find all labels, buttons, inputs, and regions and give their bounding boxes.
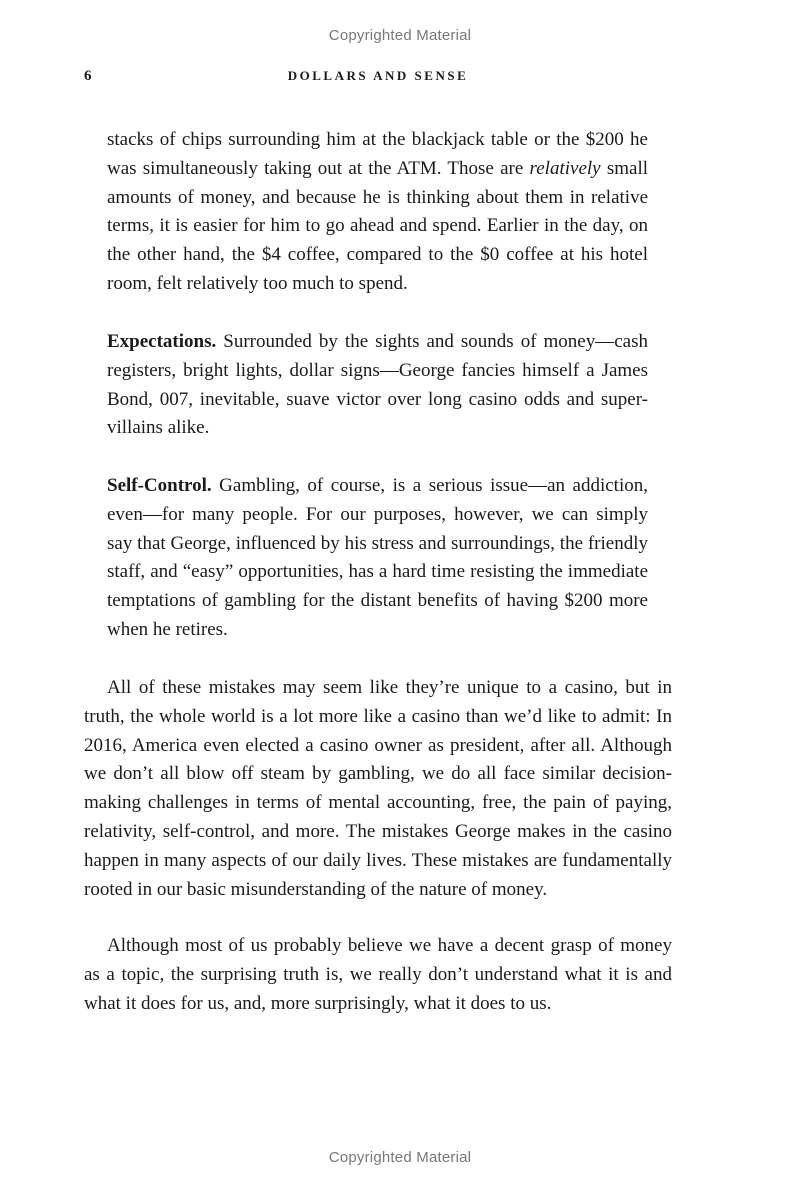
paragraph-casino-mistakes: All of these mistakes may seem like they’re unique to a casino, but in truth, the whole world is a lot more like a casino than we’d like to admit: In 2016, America even elected a casino owner as president, after all. Although we don’t all blow off steam by gambling, we do all face similar decision-making challenges in terms of mental accounting, free, the pain of paying, relativity, self-control, and more. The mistakes George makes in the casino happen in many aspects of our daily lives. These mistakes are fundamentally rooted in our basic misunderstanding of the nature of money. <box>84 677 672 900</box>
paragraph-text: Surrounded by the sights and sounds of money—cash registers, bright lights, dollar signs—George fancies himself a James Bond, 007, inevitable, suave victor over long casino odds and super-villains alike. <box>107 331 648 439</box>
copyright-watermark-bottom: Copyrighted Material <box>328 1149 472 1166</box>
paragraph-text: Gambling, of course, is a serious issue—an addiction, even—for many people. For our purposes, however, we can simply say that George, influenced by his stress and surroundings, the friendly staff, and “easy” opportunities, has a hard time resisting the immediate temptations of gambling for the distant benefits of having $200 more when he retires. <box>107 475 648 640</box>
paragraph-relativity-continued <box>107 126 648 299</box>
section-heading-self-control: Self-Control. <box>107 475 212 496</box>
paragraph-understanding-money: Although most of us probably believe we have a decent grasp of money as a topic, the surprising truth is, we really don’t understand what it is and what it does for us, and, more surprisingly, what it does to us. <box>84 935 672 1014</box>
copyright-watermark-top: Copyrighted Material <box>328 27 472 44</box>
paragraph-text: stacks of chips surrounding him at the blackjack table or the $200 he was simultaneously taking out at the ATM. Those are <box>107 129 648 179</box>
paragraph-text: small amounts of money, and because he is thinking about them in relative terms, it is easier for him to go ahead and spend. Earlier in the day, on the other hand, the $4 coffee, compared to the $0 coffee at his hotel room, felt relatively too much to spend. <box>107 157 648 294</box>
paragraph-self-control <box>107 472 648 645</box>
running-title: DOLLARS AND SENSE <box>287 68 469 83</box>
italic-emphasis: relatively <box>529 157 601 179</box>
page-number: 6 <box>84 68 92 84</box>
section-heading-expectations: Expectations. <box>107 331 217 352</box>
running-head <box>84 68 672 88</box>
paragraph-expectations <box>107 328 648 443</box>
